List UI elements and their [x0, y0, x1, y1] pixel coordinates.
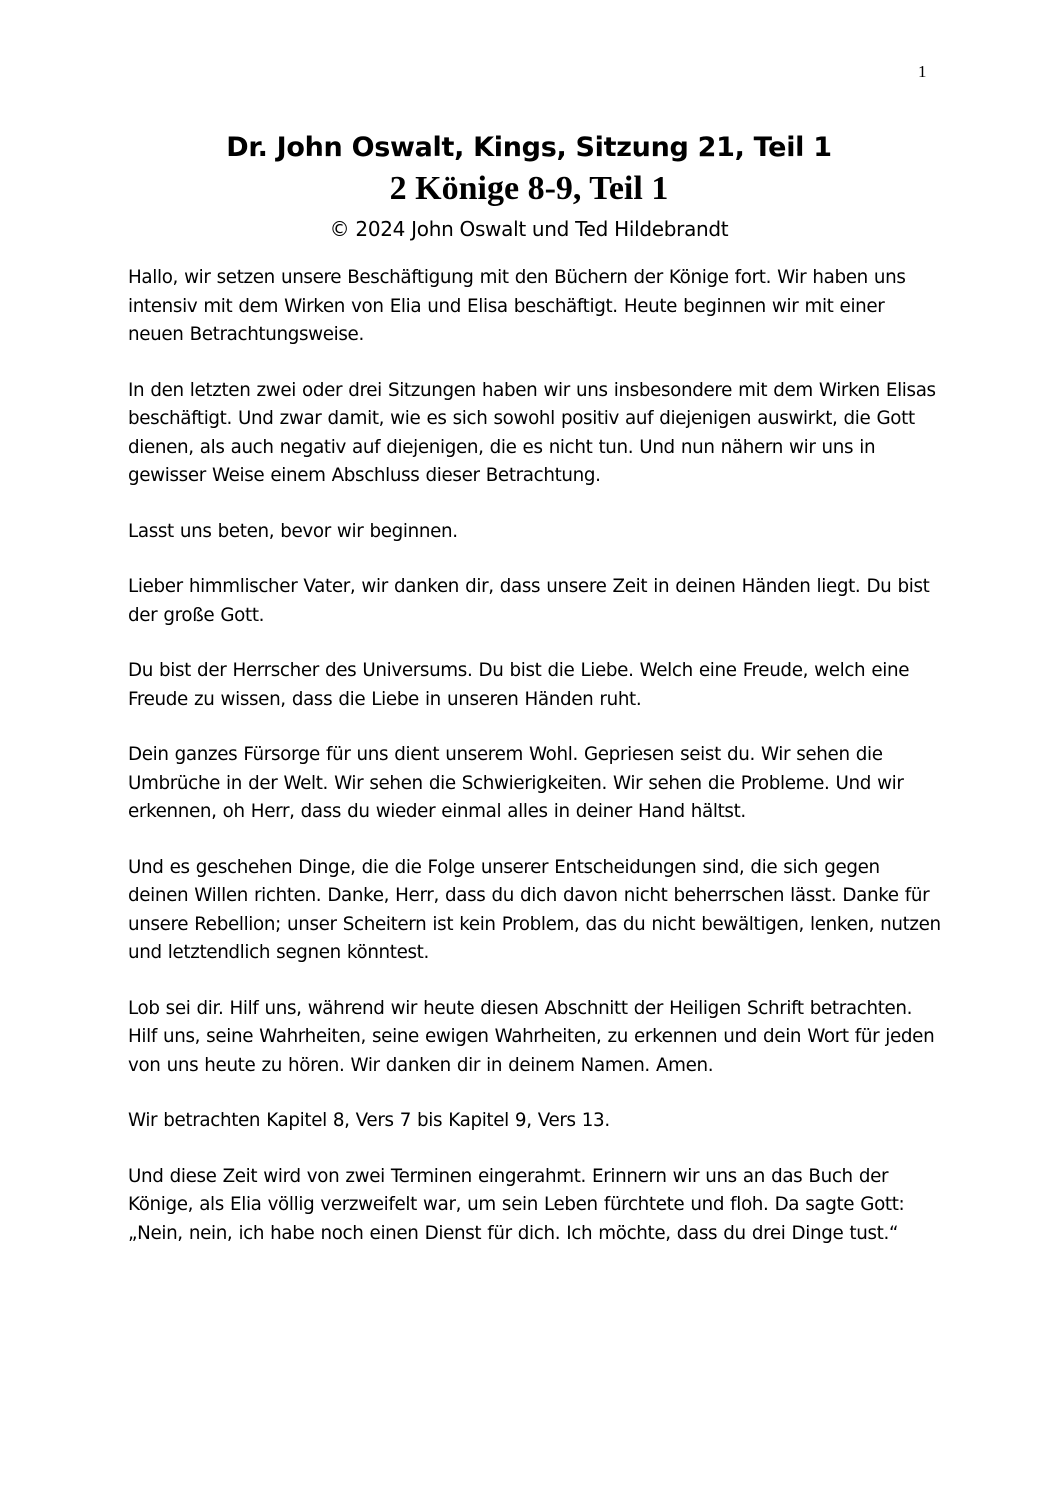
document-subtitle: 2 Könige 8-9, Teil 1 — [389, 170, 669, 207]
paragraph-prayer-4: Und es geschehen Dinge, die die Folge unserer Entscheidungen sind, die sich gegen deinen Willen richten. Danke, Herr, dass du dich davon nicht beherrschen lässt. Danke für unsere Rebellion; unser Scheitern ist kein Problem, das du nicht bewältigen, lenken, nutzen und letztendlich segnen könntest. — [128, 856, 941, 963]
copyright-line: © 2024 John Oswalt und Ted Hildebrandt — [329, 217, 729, 241]
paragraph-scripture-reference: Wir betrachten Kapitel 8, Vers 7 bis Kapitel 9, Vers 13. — [128, 1110, 610, 1131]
paragraph-intro: Hallo, wir setzen unsere Beschäftigung mit den Büchern der Könige fort. Wir haben uns intensiv mit dem Wirken von Elia und Elisa beschäftigt. Heute beginnen wir mit einer neuen Betrachtungsweise. — [128, 267, 906, 345]
paragraph-context: Und diese Zeit wird von zwei Terminen eingerahmt. Erinnern wir uns an das Buch der Könige, als Elia völlig verzweifelt war, um sein Leben fürchtete und floh. Da sagte Gott: „Nein, nein, ich habe noch einen Dienst für dich. Ich möchte, dass du drei Dinge tust.“ — [128, 1165, 905, 1244]
document-title: Dr. John Oswalt, Kings, Sitzung 21, Teil 1 — [226, 132, 832, 163]
transcript-body — [128, 264, 943, 1275]
paragraph-prayer-invite: Lasst uns beten, bevor wir beginnen. — [128, 520, 458, 542]
paragraph-recap: In den letzten zwei oder drei Sitzungen haben wir uns insbesondere mit dem Wirken Elisas beschäftigt. Und zwar damit, wie es sich sowohl positiv auf diejenigen auswirkt, die Gott dienen, als auch negativ auf diejenigen, die es nicht tun. Und nun nähern wir uns in gewisser Weise einem Abschluss dieser Betrachtung. — [128, 379, 936, 486]
paragraph-prayer-1: Lieber himmlischer Vater, wir danken dir, dass unsere Zeit in deinen Händen liegt. Du bist der große Gott. — [128, 576, 930, 626]
page-number: 1 — [918, 62, 927, 81]
paragraph-prayer-3: Dein ganzes Fürsorge für uns dient unserem Wohl. Gepriesen seist du. Wir sehen die Umbrüche in der Welt. Wir sehen die Schwierigkeiten. Wir sehen die Probleme. Und wir erkennen, oh Herr, dass du wieder einmal alles in deiner Hand hältst. — [128, 744, 904, 822]
paragraph-prayer-5: Lob sei dir. Hilf uns, während wir heute diesen Abschnitt der Heiligen Schrift betrachten. Hilf uns, seine Wahrheiten, seine ewigen Wahrheiten, zu erkennen und dein Wort für jeden von uns heute zu hören. Wir danken dir in deinem Namen. Amen. — [128, 997, 935, 1076]
paragraph-prayer-2: Du bist der Herrscher des Universums. Du bist die Liebe. Welch eine Freude, welch eine Freude zu wissen, dass die Liebe in unseren Händen ruht. — [128, 660, 910, 710]
